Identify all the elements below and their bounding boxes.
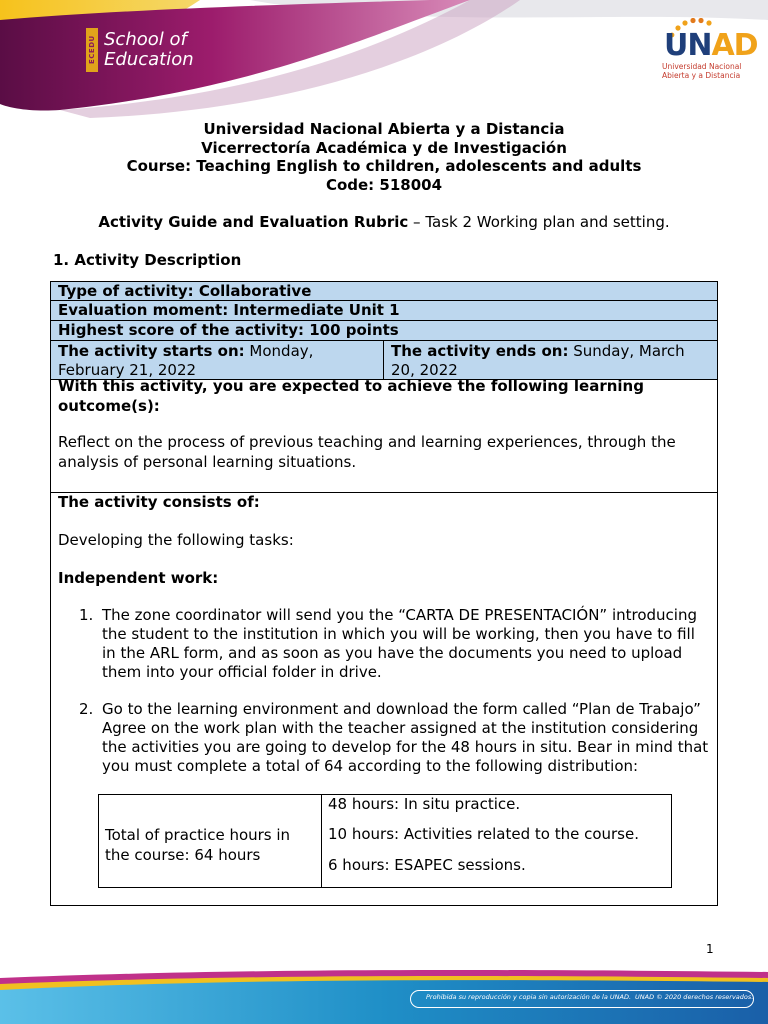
row-type: Type of activity: Collaborative [51, 282, 717, 301]
footer-rights: UNAD © 2020 derechos reservados. [635, 993, 754, 1001]
hours-table [98, 794, 672, 888]
hours-esapec: 6 hours: ESAPEC sessions. [328, 856, 526, 874]
guide-title: Activity Guide and Evaluation Rubric – Task 2 Working plan and setting. [98, 213, 670, 231]
hours-situ: 48 hours: In situ practice. [328, 795, 521, 813]
hours-total-cell: Total of practice hours in the course: 64 hours [99, 795, 322, 887]
course-title: Course: Teaching English to children, adolescents and adults [126, 157, 642, 176]
ecedu-label: ECEDU [86, 28, 98, 72]
course-code: Code: 518004 [325, 175, 443, 194]
developing-text: Developing the following tasks: [58, 531, 294, 549]
university-name: Universidad Nacional Abierta y a Distancia [203, 120, 565, 138]
section-title: 1. Activity Description [53, 251, 242, 269]
unad-wordmark: UNAD [664, 28, 758, 63]
activity-table: Type of activity: Collaborative Evaluation moment: Intermediate Unit 1 Highest score of the activity: 100 points The activity starts on: Monday, February 21, 2022 The activity ends on: Sunday, March 20, 2022 With this activity, you are expected to achieve the following learning outcome(s): Reflect on the process of previous teaching and learning experiences, through the analysis of personal learning situations. The activity consists of: Developing the following tasks: Independent work: 1. The zone coordinator will send you the “CARTA DE PRESENTACIÓN” introducing the student to the institution in which you will be working, then you have to fill in the ARL form, and as soon as you have the documents you need to upload them into your official folder in drive. 2. Go to the learning environment and download the form called “Plan de Trabajo” Agree on the work plan with the teacher assigned at the institution considering the activities you are going to develop for the 48 hours in situ. Bear in mind that you must complete a total of 64 according to the following distribution: Total of practice hours in the course: 64 hours 48 hours: In situ practice. 10 hours: Activities related to the course. 6 hours: ESAPEC sessions. [50, 281, 718, 906]
outcome-heading: With this activity, you are expected to achieve the following learning outcome(s): [58, 377, 644, 415]
vicerrectoria: Vicerrectoría Académica y de Investigación [201, 138, 567, 157]
document-heading [0, 120, 768, 194]
end-date-cell: The activity ends on: Sunday, March 20, 2022 [391, 342, 685, 379]
page-number: 1 [706, 942, 714, 956]
start-date-cell: The activity starts on: Monday, February 21, 2022 [51, 341, 384, 379]
consists-heading: The activity consists of: [58, 493, 260, 511]
footer-copyright-notice: Prohibida su reproducción y copia sin autorización de la UNAD. [426, 993, 632, 1001]
row-moment: Evaluation moment: Intermediate Unit 1 [51, 301, 717, 321]
row-score: Highest score of the activity: 100 points [51, 321, 717, 341]
school-of-education-logo [86, 28, 194, 72]
independent-heading: Independent work: [58, 569, 219, 587]
hours-activities: 10 hours: Activities related to the course. [328, 825, 639, 843]
outcome-text: Reflect on the process of previous teaching and learning experiences, through the analysis of personal learning situations. [58, 433, 676, 471]
school-of-education-text: School of Education [104, 29, 194, 70]
row-outcomes [51, 377, 717, 493]
row-dates [51, 341, 717, 380]
unad-subtitle: Universidad Nacional Abierta y a Distancia [662, 62, 742, 80]
